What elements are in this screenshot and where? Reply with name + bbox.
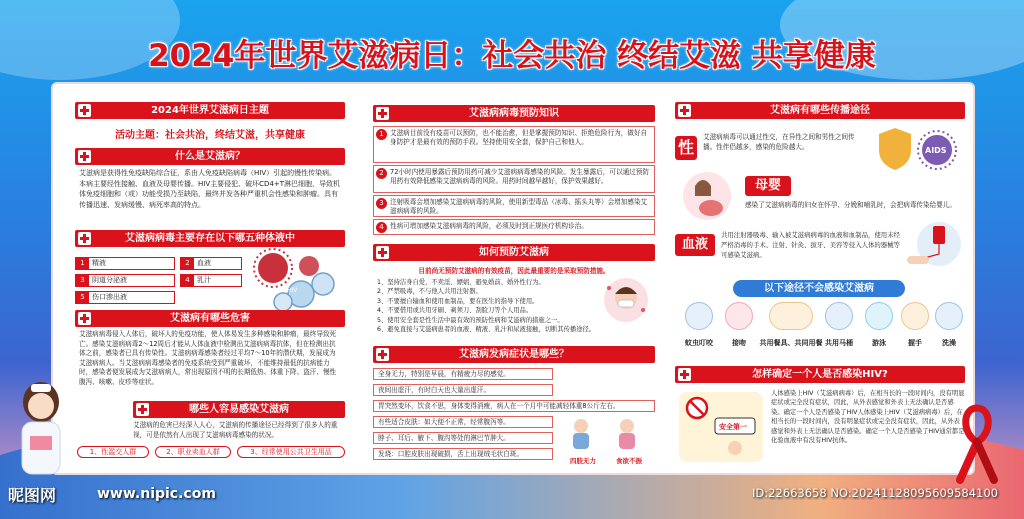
prevent-text: 72小时内使用暴露后预防用药可减少艾滋病病毒感染的风险。发生暴露后，可以通过预防用药有效降低感染艾滋病病毒的风险。用药时间越早越好，保护效果越好。: [390, 168, 649, 185]
confirm-header-label: 怎样确定一个人是否感染HIV?: [752, 369, 888, 380]
route-mother-text: 感染了艾滋病病毒的妇女在怀孕、分娩和哺乳时，会把病毒传染给婴儿。: [745, 201, 956, 209]
theme-header: [75, 102, 345, 119]
how-header: [373, 244, 655, 261]
watermark-url: www.nipic.com: [97, 486, 216, 502]
person-body-icon: [619, 433, 635, 449]
fluids-header-label: 艾滋病病毒主要存在以下哪五种体液中: [125, 233, 295, 244]
noinfect-icon-toilet: [825, 302, 853, 330]
confirm-header: [675, 366, 965, 383]
fluid-label: 精液: [92, 259, 106, 267]
middle-column: [371, 84, 661, 474]
mother-baby-illustration: [675, 170, 739, 222]
fluid-number: 2: [181, 258, 194, 269]
noinfect-label: 蚊虫叮咬: [685, 339, 713, 347]
cell-blue-icon: [312, 273, 334, 295]
symptom-item: 有些适合皮肤：如大便不正常，经常腹泻等。: [373, 416, 553, 428]
symptoms-header-label: 艾滋病发病症状是哪些？: [459, 349, 569, 360]
fluid-number: 5: [76, 292, 89, 303]
how-item: 5、使用安全套是性生活中最有效的预防性病和艾滋病的措施之一。: [377, 316, 564, 324]
red-cross-icon: [678, 104, 691, 117]
virus-label: HIV: [287, 287, 298, 294]
prevent-text: 艾滋病目前没有疫苗可以预防，也不能治愈，但是掌握预防知识、拒绝危险行为，做好自身防护才是最有效的预防手段。坚持使用安全套，保护自己和他人。: [390, 129, 648, 146]
how-list: [377, 278, 599, 334]
content-board: [51, 82, 975, 475]
how-item: 4、不要借用或共用牙刷、剃须刀、刮脸刀等个人用品。: [377, 307, 533, 315]
nurse-cap-icon: [31, 384, 51, 392]
prevent-header-label: 艾滋病病毒预防知识: [469, 108, 559, 119]
virus-cells-illustration: [253, 244, 343, 316]
how-item: 2、严禁吸毒，不与他人共用注射器。: [377, 288, 482, 296]
what-header: [75, 148, 345, 165]
nurse-illustration: [14, 380, 68, 480]
person-head-icon: [728, 441, 742, 455]
sign-label: 安全第一: [719, 423, 747, 431]
nurse-face-icon: [28, 393, 54, 419]
harm-header: [75, 310, 345, 327]
noinfect-label: 游泳: [872, 339, 886, 347]
red-cross-icon: [376, 107, 389, 120]
symptom-people-illustration: [561, 416, 653, 458]
noinfect-label: 共用餐具、共同用餐: [759, 339, 823, 347]
prevent-number: 3: [376, 198, 387, 209]
red-cross-icon: [376, 348, 389, 361]
risk-header: [133, 401, 345, 418]
symptom-item: 胃突然变坏，饮食不思，身体变得消瘦，病人在一个月中可能减轻体重8公斤左右。: [373, 400, 655, 412]
what-header-label: 什么是艾滋病？: [175, 151, 245, 162]
how-item: 1、坚持洁身自爱，不卖淫、嫖娼，避免婚前、婚外性行为。: [377, 279, 545, 286]
harm-header-label: 艾滋病有哪些危害: [170, 313, 250, 324]
red-cross-icon: [78, 312, 91, 325]
routes-header: [675, 102, 965, 119]
noinfect-icon-handshake: [901, 302, 929, 330]
virus-red-icon: [299, 256, 319, 276]
nurse-mask-illustration: [597, 276, 655, 324]
watermark-logo: 昵图网: [8, 486, 57, 505]
symptom-item: 全身无力，特别是早晨，有精疲力尽的感觉。: [373, 368, 553, 380]
how-intro: 目前尚无预防艾滋病的有效疫苗，因此最重要的是采取预防措施。: [418, 267, 610, 275]
arm-icon: [907, 256, 929, 264]
noinfect-icon-shower: [935, 302, 963, 330]
theme-line: 活动主题：社会共治，终结艾滋，共享健康: [115, 130, 305, 141]
risk-text: 艾滋病的危害已经深入人心，艾滋病的传播途径已经得到了很多人的重视，可是依然有人出现了艾滋病病毒感染的状况。: [133, 421, 338, 439]
prevent-item: [373, 219, 655, 235]
symptom-label: 食欲不振: [616, 457, 642, 465]
noinfect-icon-dining: [769, 302, 813, 330]
red-cross-icon: [78, 104, 91, 117]
safety-sign-illustration: [675, 388, 767, 466]
risk-header-label: 哪些人容易感染艾滋病: [189, 404, 289, 415]
nurse-clipboard-icon: [30, 436, 52, 450]
baby-icon: [699, 200, 723, 216]
red-cross-icon: [78, 232, 91, 245]
prevent-number: 4: [376, 222, 387, 233]
red-cross-icon: [78, 150, 91, 163]
prevent-item: [373, 195, 655, 217]
how-item: 3、不要擅自输血和使用血制品，要在医生的指导下使用。: [377, 297, 539, 305]
symptom-item: 脖子、耳后、腋下、腹沟等处的淋巴节肿大。: [373, 432, 553, 444]
person-head-icon: [574, 419, 588, 433]
transfusion-illustration: [905, 220, 963, 268]
fluid-item: [75, 257, 175, 270]
noinfect-header-label: 以下途径不会感染艾滋病: [764, 283, 874, 294]
fluid-item: [75, 274, 175, 287]
right-column: [673, 84, 973, 474]
risk-group-tag: 1、性滥交人群: [77, 446, 149, 458]
ribbon-tail: [977, 442, 994, 480]
noinfect-label: 共用马桶: [825, 339, 853, 347]
fluid-number: 3: [76, 275, 89, 286]
red-cross-icon: [136, 403, 149, 416]
virus-red-icon: [258, 253, 288, 283]
routes-header-label: 艾滋病有哪些传播途径: [770, 105, 870, 116]
fluid-label: 乳汁: [197, 276, 211, 284]
fluid-item: [180, 274, 242, 287]
noinfect-icon-swim: [865, 302, 893, 330]
aids-label: AIDS: [925, 146, 947, 155]
confirm-text: 人体感染上HIV（艾滋病病毒）后，在相当长的一段时间内，没有明显症状或完全没有症状，因此，从外表感觉和外表上无法确认是否感染。确定一个人是否感染了HIV人体感染上HIV（艾滋病病毒）后，在相当长的一段时间内，没有明显症状或完全没有症状，因此，从外表感觉和外表上无法确认是否感染。确定一个人是否感染了HIV通常都是化验血液中有没有HIV抗体。: [771, 390, 965, 445]
what-text: 艾滋病是获得性免疫缺陷综合征，系由人免疫缺陷病毒（HIV）引起的慢性传染病。本病主要经性接触、血液及母婴传播。HIV主要侵犯、破坏CD4+T淋巴细胞，导致机体免疫细胞和（或）功能受损乃至缺陷，最终并发各种严重机会性感染和肿瘤。具有传播迅速、发病缓慢、病死率高的特点。: [79, 169, 340, 209]
route-sex-tag: 性: [675, 136, 697, 160]
prevent-text: 注射吸毒会增加感染艾滋病病毒的风险，使用新型毒品（冰毒、摇头丸等）会增加感染艾滋病病毒的风险。: [390, 198, 648, 215]
watermark-id: ID:22663658 NO:20241128095609584100: [752, 486, 998, 500]
cell-blue-icon: [274, 293, 292, 311]
fluid-label: 伤口渗出液: [92, 293, 127, 301]
symptom-item: 夜间出虚汗，有时白天也大量出虚汗。: [373, 384, 553, 396]
noinfect-header: [733, 280, 905, 297]
prevent-header: [373, 105, 655, 122]
theme-header-label: 2024年世界艾滋病日主题: [151, 105, 269, 116]
symptom-item: 发烧：口腔皮肤出现破损，舌上出现绒毛状白斑。: [373, 448, 553, 460]
prevent-number: 2: [376, 168, 387, 179]
symptoms-header: [373, 346, 655, 363]
virus-shield-illustration: [865, 122, 963, 174]
prevent-item: [373, 126, 655, 163]
noinfect-label: 握手: [908, 339, 922, 347]
noinfect-icon-kiss: [725, 302, 753, 330]
fluid-label: 阴道分泌液: [92, 276, 127, 284]
risk-group-tag: 2、职业卖血人群: [155, 446, 231, 458]
red-ribbon-icon: [954, 404, 1000, 484]
prevent-number: 1: [376, 129, 387, 140]
noinfect-icon-mosquito: [685, 302, 713, 330]
fluid-label: 血液: [197, 259, 211, 267]
route-mother-tag: 母婴: [745, 176, 791, 196]
mask-icon: [618, 300, 634, 307]
prevent-item: [373, 165, 655, 193]
how-item: 6、避免直接与艾滋病患者的血液、精液、乳汁和尿液接触，切断其传播途径。: [377, 326, 596, 334]
fluid-number: 1: [76, 258, 89, 269]
red-cross-icon: [376, 246, 389, 259]
route-sex-text: 艾滋病病毒可以通过性交，在异性之间和男性之间传播。性伴侣越多，感染的危险越大。: [703, 133, 855, 151]
how-header-label: 如何预防艾滋病: [479, 247, 549, 258]
virus-dot-icon: [607, 286, 611, 290]
page-title: 2024年世界艾滋病日：社会共治 终结艾滋 共享健康: [148, 38, 876, 74]
fluid-number: 4: [181, 275, 194, 286]
blood-bag-icon: [933, 226, 945, 244]
symptom-label: 四肢无力: [570, 457, 596, 465]
shield-icon: [879, 128, 911, 170]
fluid-item: [180, 257, 242, 270]
noinfect-label: 洗澡: [942, 339, 956, 347]
ribbon-tail: [960, 442, 977, 480]
virus-dot-icon: [641, 308, 645, 312]
prevent-text: 性病可增加感染艾滋病病毒的风险，必须及时到正规医疗机构诊治。: [390, 222, 588, 230]
harm-text: 艾滋病病毒侵入人体后，破坏人的免疫功能，使人体易发生多种感染和肿瘤，最终导致死亡。感染艾滋病病毒2～12周后才能从人体血液中检测出艾滋病病毒抗体，但在检测出抗体之前，感染者已具有传染性。艾滋病病毒感染者经过平均7～10年的潜伏期，发展成为艾滋病病人。当艾滋病病毒感染者的免疫系统受到严重破坏，不能维持最低的抗病能力时，感染者便发展成为艾滋病病人，常出现原因不明的长期低热、体重下降、盗汗、慢性腹泻、咳嗽、皮疹等症状。: [79, 330, 337, 386]
risk-group-tag: 3、经常使用公共卫生用品: [237, 446, 345, 458]
noinfect-label: 接吻: [732, 339, 746, 347]
red-cross-icon: [678, 368, 691, 381]
route-blood-tag: 血液: [675, 234, 715, 256]
fluid-item: [75, 291, 175, 304]
route-blood-text: 共用注射器吸毒、输入被艾滋病病毒的血液和血制品，使用未经严格消毒的手术、注射、针灸、拔牙、美容等侵入人体的器械等可感染艾滋病。: [721, 231, 900, 259]
person-body-icon: [573, 433, 589, 449]
left-column: [53, 84, 353, 474]
ribbon-loop: [966, 408, 989, 442]
person-head-icon: [620, 419, 634, 433]
